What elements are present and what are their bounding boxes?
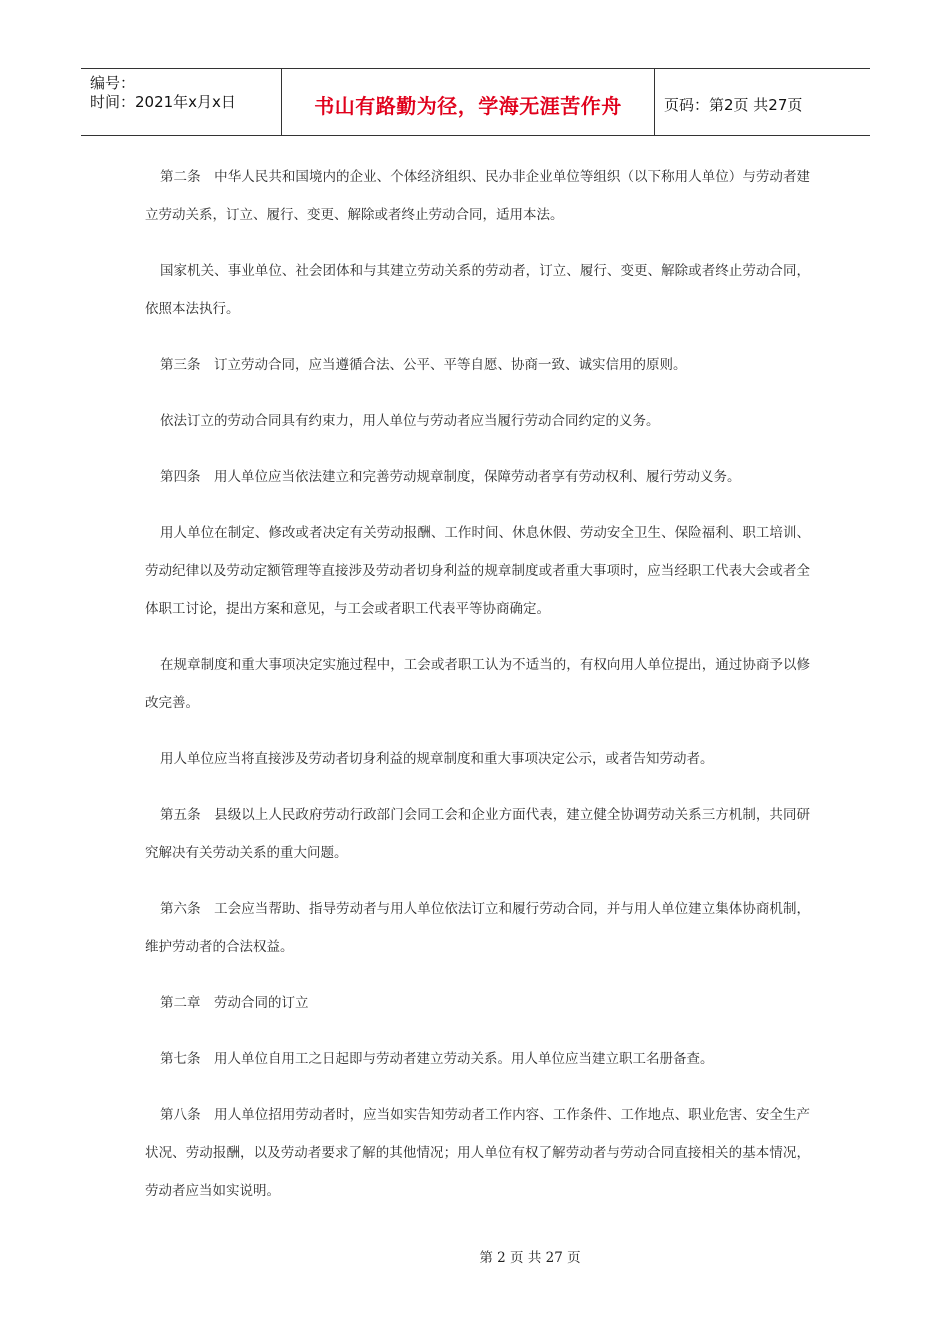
paragraph-article-4: 第四条 用人单位应当依法建立和完善劳动规章制度，保障劳动者享有劳动权利、履行劳动义务。 [160, 469, 741, 485]
page-header [81, 68, 870, 136]
document-number-label: 编号： [90, 74, 136, 92]
footer-page-number: 第 2 页 共 27 页 [479, 1250, 581, 1266]
paragraph-article-2: 第二条 中华人民共和国境内的企业、个体经济组织、民办非企业单位等组织（以下称用人单位）与劳动者建立劳动关系，订立、履行、变更、解除或者终止劳动合同，适用本法。 [145, 169, 810, 223]
paragraph-article-8: 第八条 用人单位招用劳动者时，应当如实告知劳动者工作内容、工作条件、工作地点、职业危害、安全生产状况、劳动报酬，以及劳动者要求了解的其他情况；用人单位有权了解劳动者与劳动合同直接相关的基本情况，劳动者应当如实说明。 [145, 1107, 810, 1199]
paragraph-article-6: 第六条 工会应当帮助、指导劳动者与用人单位依法订立和履行劳动合同，并与用人单位建立集体协商机制，维护劳动者的合法权益。 [145, 901, 810, 955]
page-footer [0, 1246, 950, 1266]
paragraph-article-2-clause-2: 国家机关、事业单位、社会团体和与其建立劳动关系的劳动者，订立、履行、变更、解除或者终止劳动合同，依照本法执行。 [145, 263, 810, 317]
header-page-code: 页码：第2页 共27页 [664, 95, 803, 114]
header-motto: 书山有路勤为径，学海无涯苦作舟 [314, 93, 622, 118]
header-meta-cell [81, 69, 282, 135]
document-date: 时间：2021年x月x日 [90, 93, 236, 111]
paragraph-article-3-clause-2: 依法订立的劳动合同具有约束力，用人单位与劳动者应当履行劳动合同约定的义务。 [160, 413, 660, 429]
header-page-cell [655, 69, 870, 135]
paragraph-article-4-clause-3: 在规章制度和重大事项决定实施过程中，工会或者职工认为不适当的，有权向用人单位提出，通过协商予以修改完善。 [145, 657, 810, 711]
paragraph-article-4-clause-2: 用人单位在制定、修改或者决定有关劳动报酬、工作时间、休息休假、劳动安全卫生、保险福利、职工培训、劳动纪律以及劳动定额管理等直接涉及劳动者切身利益的规章制度或者重大事项时，应当经职工代表大会或者全体职工讨论，提出方案和意见，与工会或者职工代表平等协商确定。 [145, 525, 810, 617]
document-body [145, 158, 810, 1228]
chapter-2-heading: 第二章 劳动合同的订立 [160, 995, 309, 1011]
paragraph-article-7: 第七条 用人单位自用工之日起即与劳动者建立劳动关系。用人单位应当建立职工名册备查。 [160, 1051, 714, 1067]
paragraph-article-3: 第三条 订立劳动合同，应当遵循合法、公平、平等自愿、协商一致、诚实信用的原则。 [160, 357, 687, 373]
paragraph-article-4-clause-4: 用人单位应当将直接涉及劳动者切身利益的规章制度和重大事项决定公示，或者告知劳动者。 [160, 751, 714, 767]
header-motto-cell [282, 69, 655, 135]
paragraph-article-5: 第五条 县级以上人民政府劳动行政部门会同工会和企业方面代表，建立健全协调劳动关系三方机制，共同研究解决有关劳动关系的重大问题。 [145, 807, 810, 861]
